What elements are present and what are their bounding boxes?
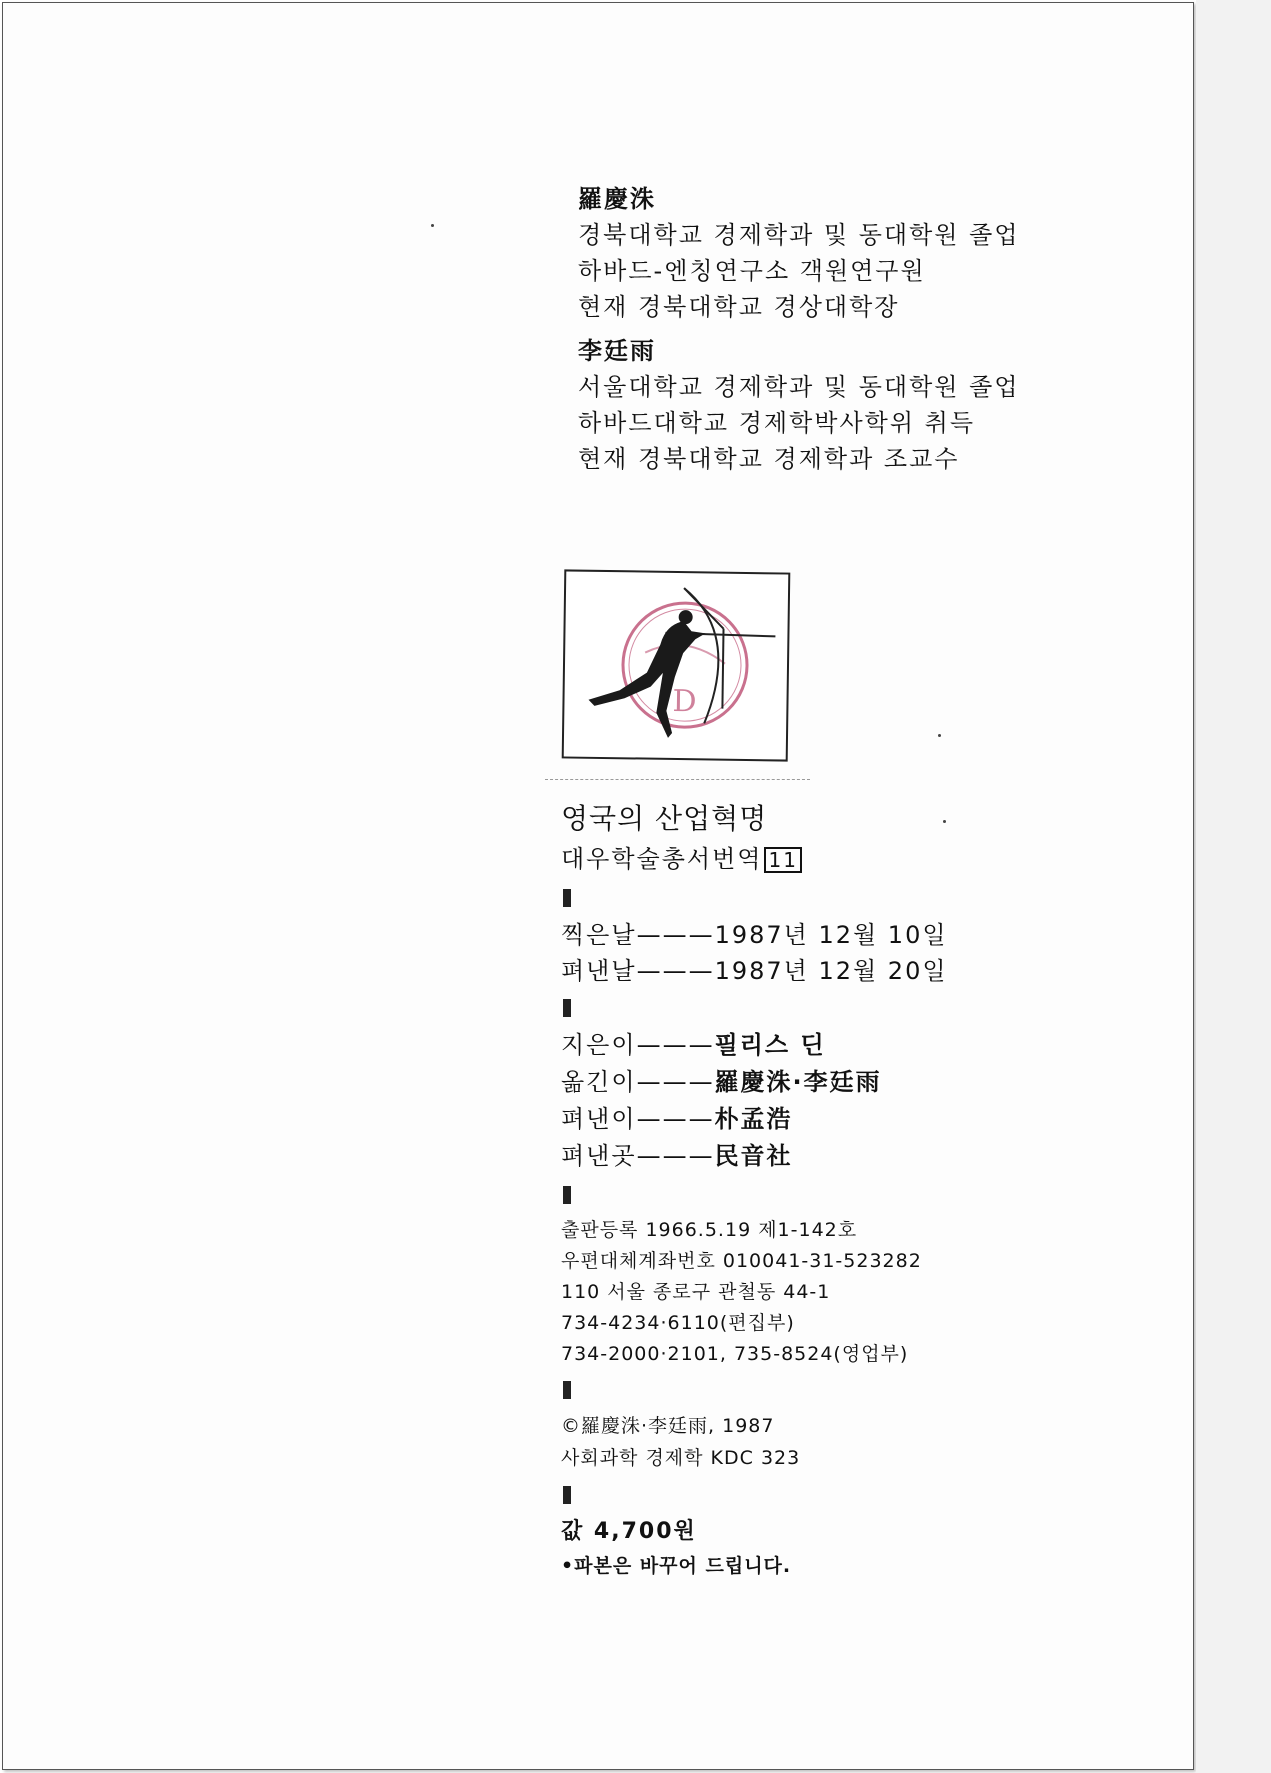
series-number: 11 — [764, 847, 801, 873]
svg-text:D: D — [672, 683, 697, 720]
book-series — [561, 844, 802, 874]
document-page — [2, 2, 1194, 1770]
publisher-info-line: 110 서울 종로구 관철동 44-1 — [561, 1281, 831, 1303]
credit-row: 펴낸곳———民音社 — [561, 1142, 793, 1170]
archer-seal-logo-icon — [562, 569, 791, 761]
translator-1-bio-line: 하바드-엔칭연구소 객원연구원 — [578, 257, 926, 285]
price: 값 4,700원 — [561, 1519, 697, 1544]
series-name: 대우학술총서번역 — [561, 845, 763, 873]
scan-speck — [938, 734, 941, 737]
publisher-info-line: 우편대체계좌번호 010041-31-523282 — [561, 1250, 922, 1272]
translator-1-bio-line: 현재 경북대학교 경상대학장 — [578, 293, 900, 321]
publisher-info-line: 출판등록 1966.5.19 제1-142호 — [561, 1219, 858, 1241]
scrollbar-track[interactable] — [1196, 0, 1271, 1773]
section-marker — [563, 999, 571, 1017]
publisher-info-line: 734-4234·6110(편집부) — [561, 1312, 795, 1334]
divider — [545, 779, 810, 780]
translator-2-bio-line: 현재 경북대학교 경제학과 조교수 — [578, 445, 960, 473]
credit-row: 펴낸이———朴孟浩 — [561, 1105, 793, 1133]
translator-1-bio-line: 경북대학교 경제학과 및 동대학원 졸업 — [578, 221, 1020, 249]
translator-2-bio-line: 하바드대학교 경제학박사학위 취득 — [578, 409, 976, 437]
section-marker — [563, 889, 571, 907]
section-marker — [563, 1486, 571, 1504]
translator-2-bio-line: 서울대학교 경제학과 및 동대학원 졸업 — [578, 373, 1020, 401]
scan-speck — [431, 224, 434, 227]
translator-2-name: 李廷雨 — [578, 337, 656, 365]
classification-line: 사회과학 경제학 KDC 323 — [561, 1447, 801, 1469]
copyright-line: ©羅慶洙·李廷雨, 1987 — [561, 1415, 775, 1437]
translator-1-name: 羅慶洙 — [578, 185, 656, 213]
date-row: 찍은날———1987년 12월 10일 — [561, 921, 948, 949]
section-marker — [563, 1186, 571, 1204]
credit-row: 지은이———필리스 딘 — [561, 1031, 826, 1059]
book-title: 영국의 산업혁명 — [561, 802, 768, 835]
section-marker — [563, 1381, 571, 1399]
scan-speck — [943, 820, 946, 823]
date-row: 펴낸날———1987년 12월 20일 — [561, 957, 948, 985]
damaged-copy-notice: •파본은 바꾸어 드립니다. — [561, 1555, 792, 1577]
credit-row: 옮긴이———羅慶洙·李廷雨 — [561, 1068, 882, 1096]
publisher-info-line: 734-2000·2101, 735-8524(영업부) — [561, 1343, 909, 1365]
